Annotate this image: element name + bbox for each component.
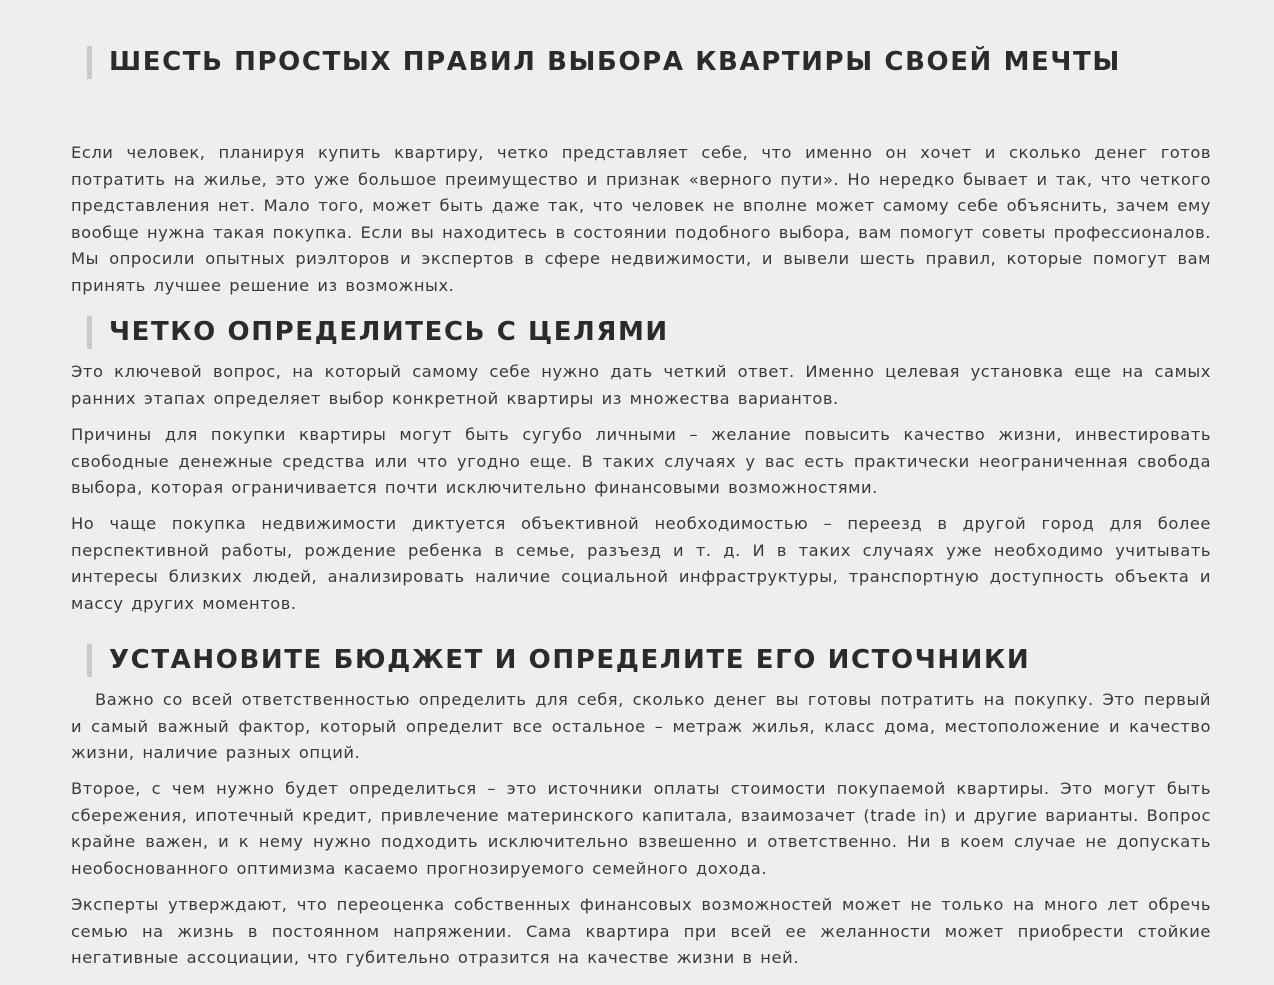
section-goals-paragraph: Причины для покупки квартиры могут быть сугубо личными – желание повысить качество жизни, инвестировать свободные денежные средства или что угодно еще. В таких случаях у вас есть практически неограниченная свобода выбора, которая ограничивается почти исключительно финансовыми возможностями.	[71, 425, 1211, 497]
section-heading-goals: ЧЕТКО ОПРЕДЕЛИТЕСЬ С ЦЕЛЯМИ	[87, 316, 669, 349]
article-title: ШЕСТЬ ПРОСТЫХ ПРАВИЛ ВЫБОРА КВАРТИРЫ СВОЕЙ МЕЧТЫ	[87, 46, 1121, 79]
section-goals-paragraph: Но чаще покупка недвижимости диктуется объективной необходимостью – переезд в другой город для более перспективной работы, рождение ребенка в семье, разъезд и т. д. И в таких случаях уже необходимо учитывать интересы близких людей, анализировать наличие социальной инфраструктуры, транспортную доступность объекта и массу других моментов.	[71, 514, 1211, 613]
section-goals-paragraph: Это ключевой вопрос, на который самому себе нужно дать четкий ответ. Именно целевая установка еще на самых ранних этапах определяет выбор конкретной квартиры из множества вариантов.	[71, 362, 1211, 408]
section-budget-paragraph: Важно со всей ответственностью определить для себя, сколько денег вы готовы потратить на покупку. Это первый и самый важный фактор, который определит все остальное – метраж жилья, класс дома, местоположение и качество жизни, наличие разных опций.	[71, 690, 1211, 762]
section-budget-paragraph: Второе, с чем нужно будет определиться – это источники оплаты стоимости покупаемой квартиры. Это могут быть сбережения, ипотечный кредит, привлечение материнского капитала, взаимозачет (trade in) и другие варианты. Вопрос крайне важен, и к нему нужно подходить исключительно взвешенно и ответственно. Ни в коем случае не допускать необоснованного оптимизма касаемо прогнозируемого семейного дохода.	[71, 779, 1211, 878]
intro-paragraph: Если человек, планируя купить квартиру, четко представляет себе, что именно он хочет и сколько денег готов потратить на жилье, это уже большое преимущество и признак «верного пути». Но нередко бывает и так, что четкого представления нет. Мало того, может быть даже так, что человек не вполне может самому себе объяснить, зачем ему вообще нужна такая покупка. Если вы находитесь в состоянии подобного выбора, вам помогут советы профессионалов. Мы опросили опытных риэлторов и экспертов в сфере недвижимости, и вывели шесть правил, которые помогут вам принять лучшее решение из возможных.	[71, 143, 1211, 295]
section-budget-paragraph: Эксперты утверждают, что переоценка собственных финансовых возможностей может не только на много лет обречь семью на жизнь в постоянном напряжении. Сама квартира при всей ее желанности может приобрести стойкие негативные ассоциации, что губительно отразится на качестве жизни в ней.	[71, 895, 1211, 967]
section-heading-budget: УСТАНОВИТЕ БЮДЖЕТ И ОПРЕДЕЛИТЕ ЕГО ИСТОЧНИКИ	[87, 644, 1030, 677]
